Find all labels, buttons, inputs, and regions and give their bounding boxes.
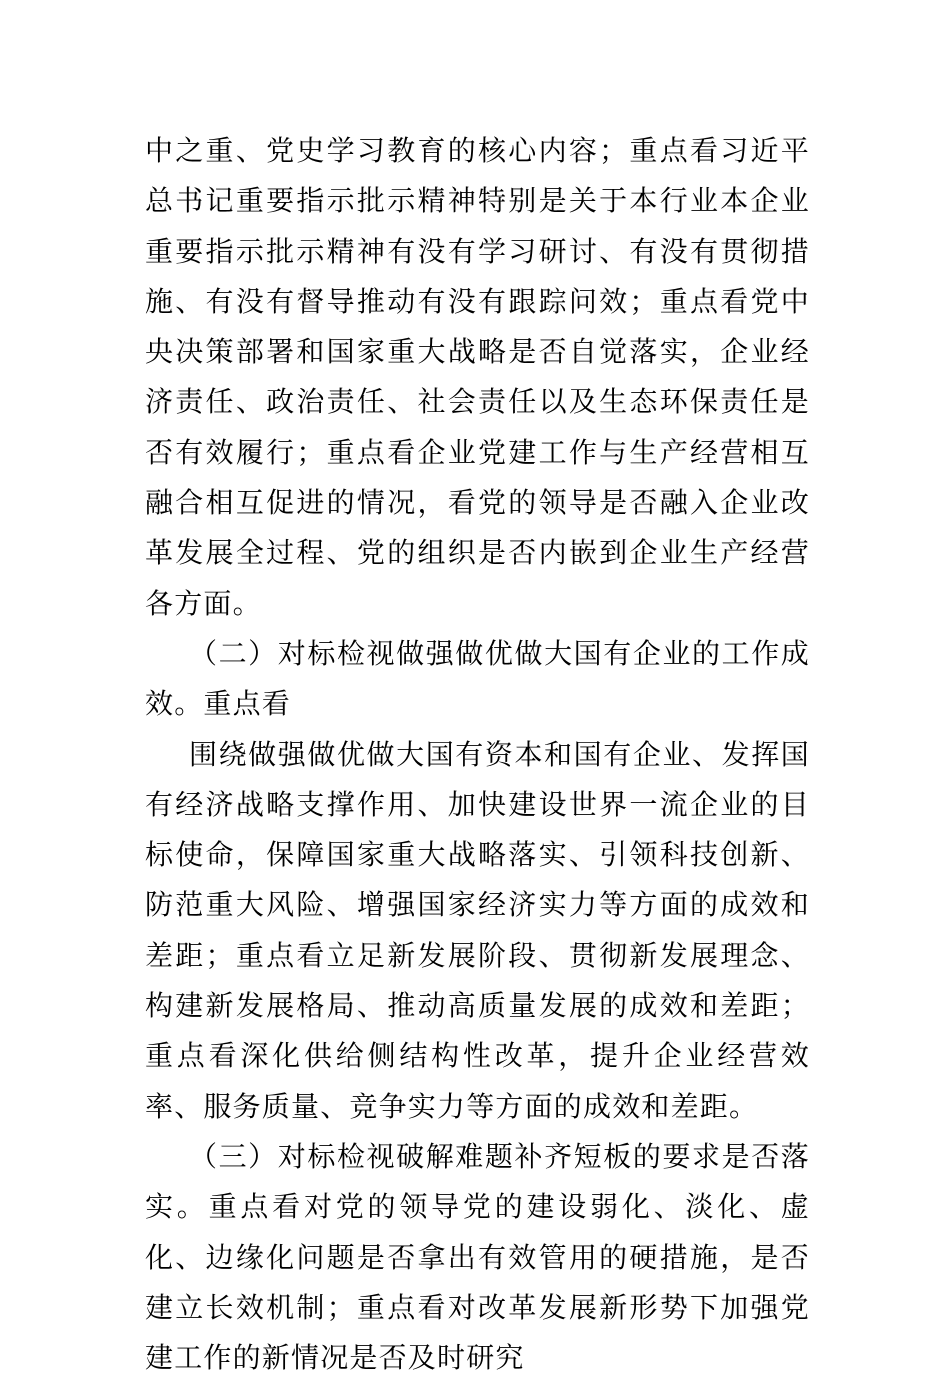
paragraph-1: 中之重、党史学习教育的核心内容；重点看习近平总书记重要指示批示精神特别是关于本行业本企业重要指示批示精神有没有学习研讨、有没有贯彻措施、有没有督导推动有没有跟踪问效；重点看党中央决策部署和国家重大战略是否自觉落实，企业经济责任、政治责任、社会责任以及生态环保责任是否有效履行；重点看企业党建工作与生产经营相互融合相互促进的情况，看党的领导是否融入企业改革发展全过程、党的组织是否内嵌到企业生产经营各方面。	[145, 134, 810, 620]
paragraph-2-heading: （二）对标检视做强做优做大国有企业的工作成效。重点看	[145, 636, 810, 721]
paragraph-3: 围绕做强做优做大国有资本和国有企业、发挥国有经济战略支撑作用、加快建设世界一流企业的目标使命，保障国家重大战略落实、引领科技创新、防范重大风险、增强国家经济实力等方面的成效和差距；重点看立足新发展阶段、贯彻新发展理念、构建新发展格局、推动高质量发展的成效和差距；重点看深化供给侧结构性改革，提升企业经营效率、服务质量、竞争实力等方面的成效和差距。	[145, 737, 810, 1123]
paragraph-4-heading: （三）对标检视破解难题补齐短板的要求是否落实。重点看对党的领导党的建设弱化、淡化、虚化、边缘化问题是否拿出有效管用的硬措施，是否建立长效机制；重点看对改革发展新形势下加强党建工作的新情况是否及时研究	[145, 1139, 810, 1375]
document-body	[145, 126, 810, 1383]
